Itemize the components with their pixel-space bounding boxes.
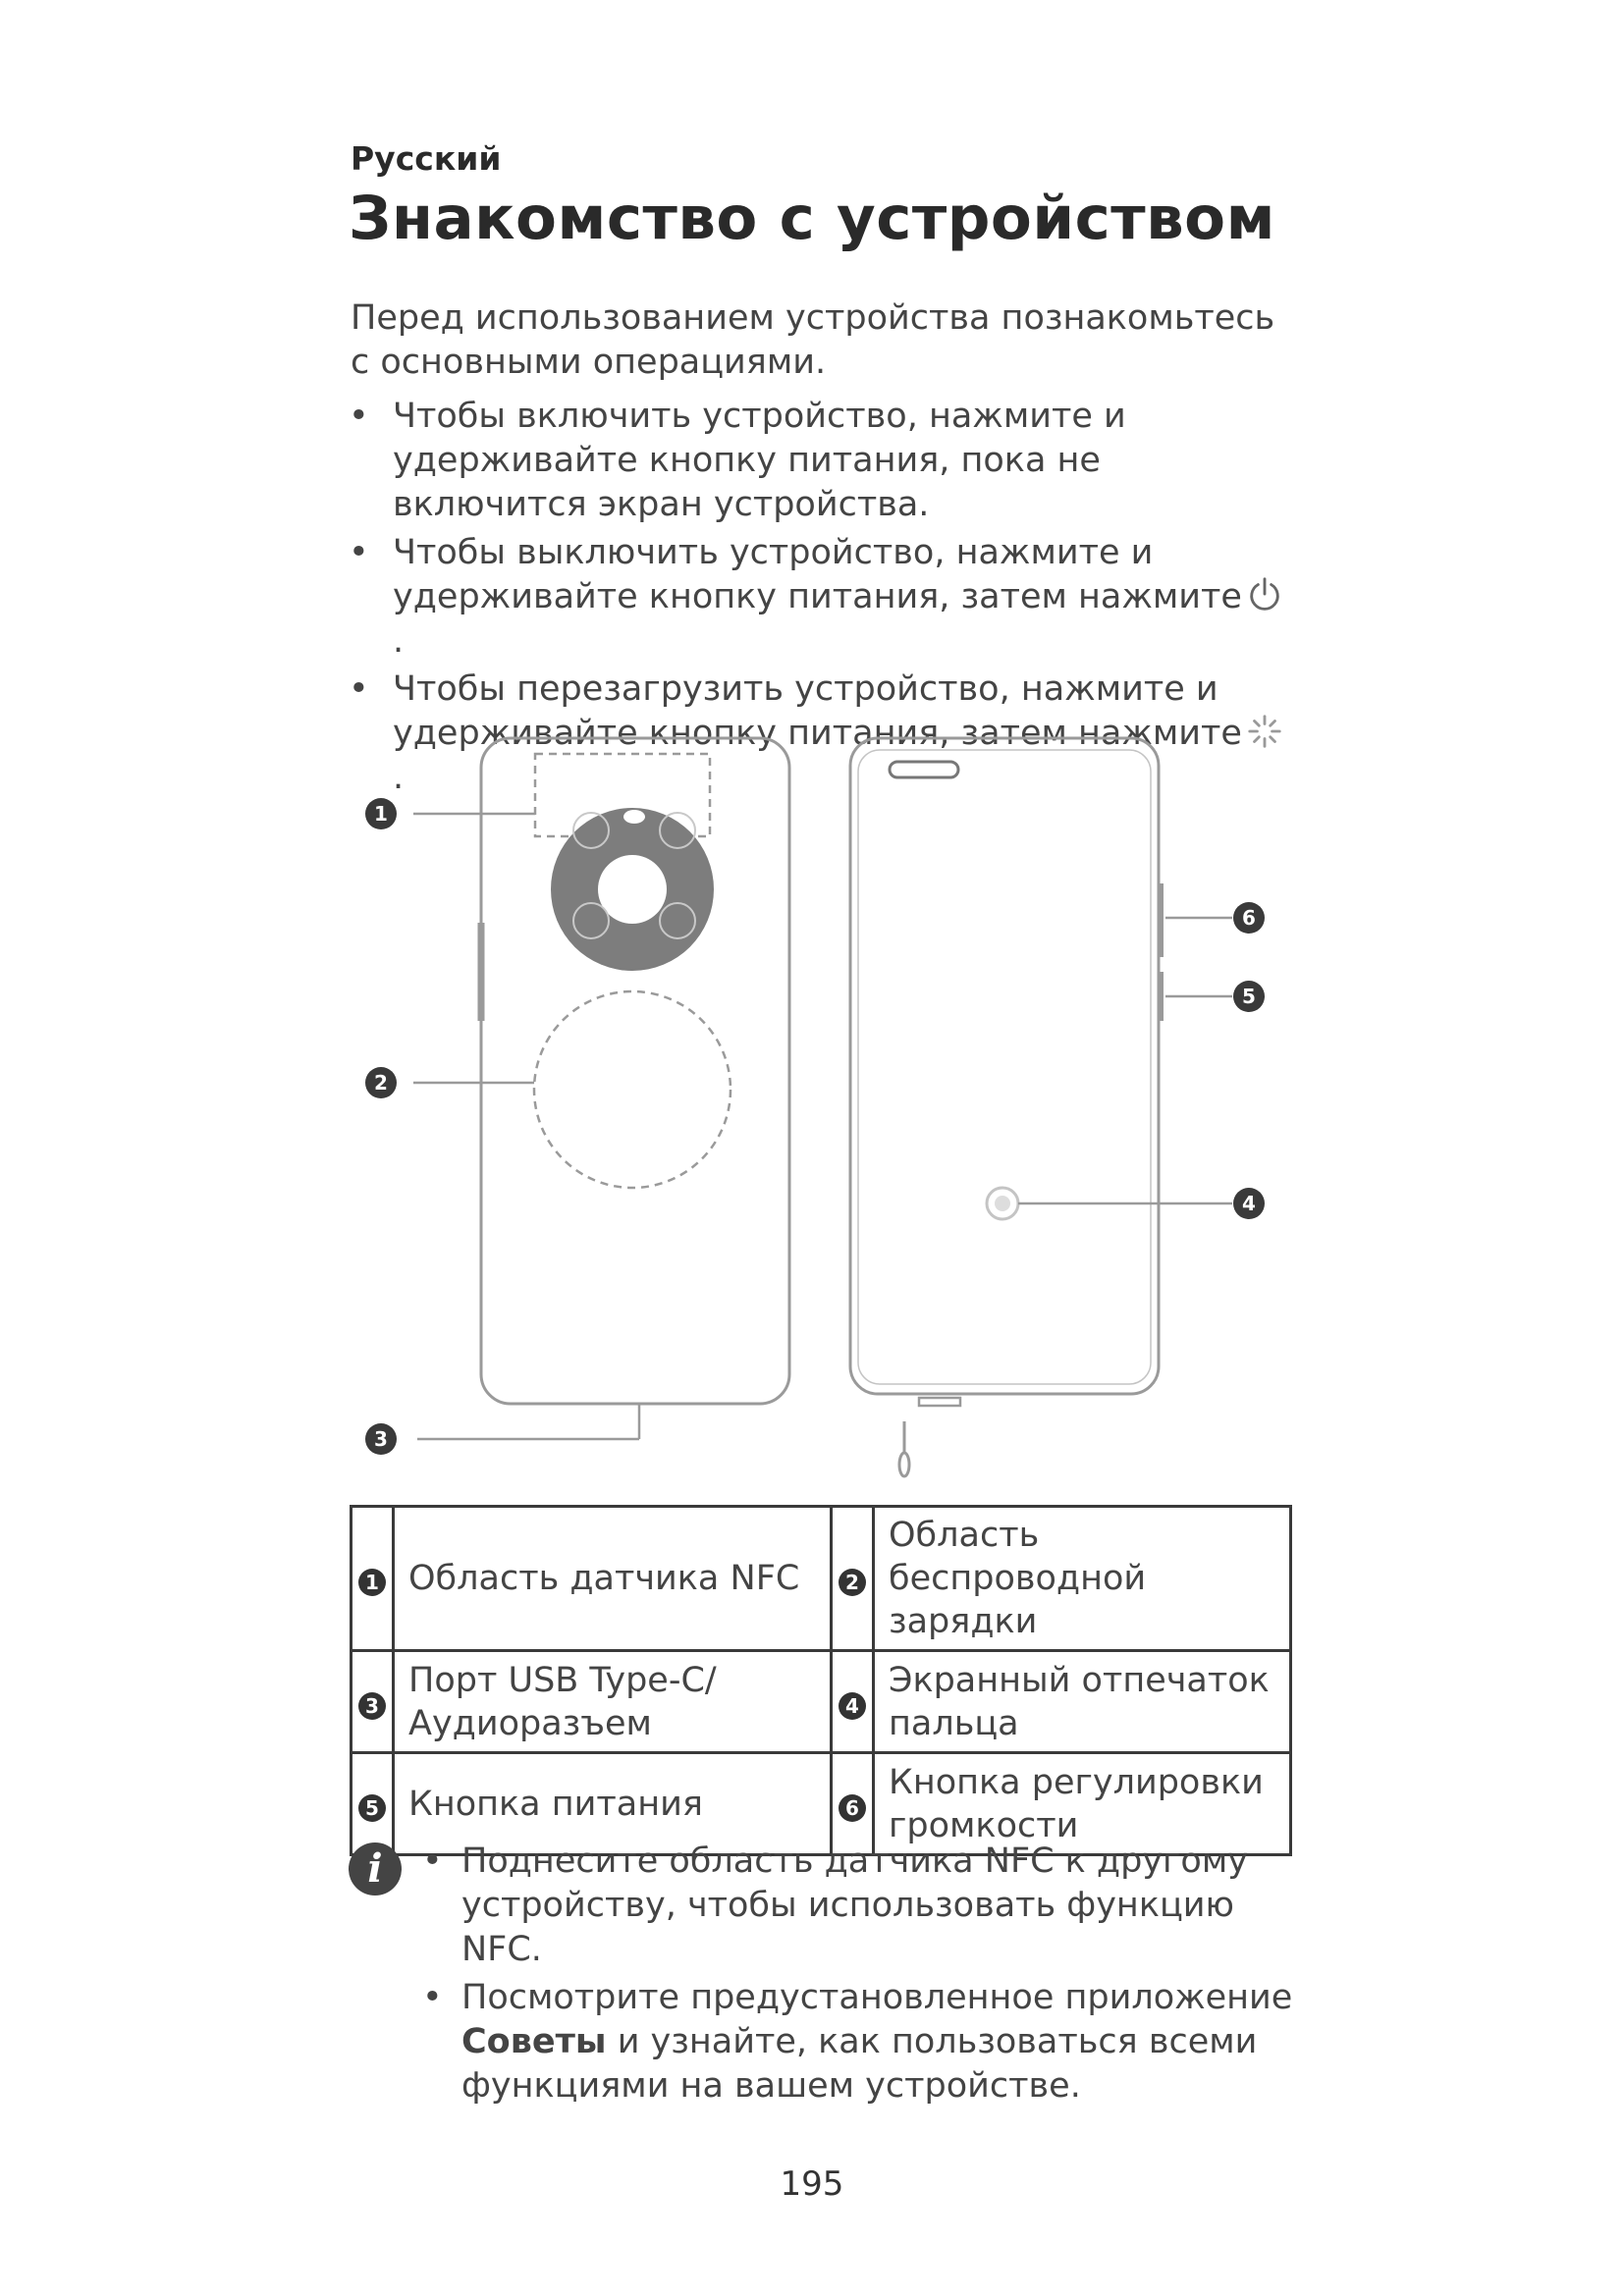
legend-table (350, 1505, 1292, 1856)
intro-paragraph: Перед использованием устройства познакомьтесь с основными операциями. (351, 298, 1275, 382)
bullet-text: Чтобы перезагрузить устройство, нажмите и удерживайте кнопку питания, затем нажмите (393, 669, 1242, 753)
callout-6-label: 6 (1242, 906, 1256, 930)
sim-tray (919, 1398, 960, 1406)
legend-label: Кнопка регулировки громкости (874, 1753, 1291, 1855)
list-item: • Посмотрите предустановленное приложение Советы и узнайте, как пользоваться всеми функциями на вашем устройстве. (422, 1978, 1293, 2106)
wireless-charging-outline (534, 991, 731, 1188)
list-item: • Чтобы перезагрузить устройство, нажмите и удерживайте кнопку питания, затем нажмите. (349, 667, 1291, 800)
legend-label: Кнопка питания (394, 1753, 832, 1855)
list-item: • Поднесите область датчика NFC к другому устройству, чтобы использовать функцию NFC. (422, 1842, 1248, 1969)
fingerprint-center (995, 1196, 1010, 1211)
legend-number: 5 (358, 1794, 386, 1822)
legend-number: 4 (839, 1692, 866, 1720)
list-item: • Чтобы выключить устройство, нажмите и удерживайте кнопку питания, затем нажмите. (349, 531, 1291, 664)
bullet-text: Чтобы включить устройство, нажмите и удерживайте кнопку питания, пока не включится экран устройства. (393, 397, 1126, 524)
note-text-prefix: Посмотрите предустановленное приложение (461, 1978, 1293, 2017)
legend-number: 2 (839, 1569, 866, 1596)
note-text: Поднесите область датчика NFC к другому устройству, чтобы использовать функцию NFC. (461, 1842, 1248, 1969)
phone-front (850, 738, 1159, 1394)
notes-list (422, 1840, 1306, 2112)
callout-3-label: 3 (374, 1427, 388, 1451)
legend-number: 3 (358, 1692, 386, 1720)
legend-number: 6 (839, 1794, 866, 1822)
legend-number: 1 (358, 1569, 386, 1596)
bullet-text: Чтобы выключить устройство, нажмите и удерживайте кнопку питания, затем нажмите (393, 533, 1242, 616)
phone-screen (858, 750, 1151, 1384)
language-label: Русский (351, 139, 502, 178)
legend-label: Область беспроводной зарядки (874, 1507, 1291, 1651)
table-row (352, 1507, 1291, 1651)
legend-label: Экранный отпечаток пальца (874, 1651, 1291, 1753)
list-item: • Чтобы включить устройство, нажмите и удерживайте кнопку питания, пока не включится экран устройства. (349, 397, 1126, 524)
page-number: 195 (780, 2164, 844, 2204)
app-name-tips: Советы (461, 2022, 607, 2061)
callout-1-label: 1 (374, 802, 388, 826)
note-text: и узнайте, как пользоваться всеми функциями на вашем устройстве. (461, 2022, 1258, 2106)
legend-label: Область датчика NFC (394, 1507, 832, 1651)
camera-flash (623, 810, 645, 824)
callout-5-label: 5 (1242, 985, 1256, 1008)
callout-2-label: 2 (374, 1071, 388, 1095)
camera-center (598, 855, 667, 924)
page-title: Знакомство с устройством (349, 184, 1275, 253)
info-icon: i (349, 1842, 402, 1896)
legend-label: Порт USB Type-C/ Аудиоразъем (394, 1651, 832, 1753)
eject-pin (899, 1453, 909, 1476)
callout-4-label: 4 (1242, 1192, 1256, 1215)
front-camera-cutout (890, 762, 958, 777)
table-row (352, 1651, 1291, 1753)
